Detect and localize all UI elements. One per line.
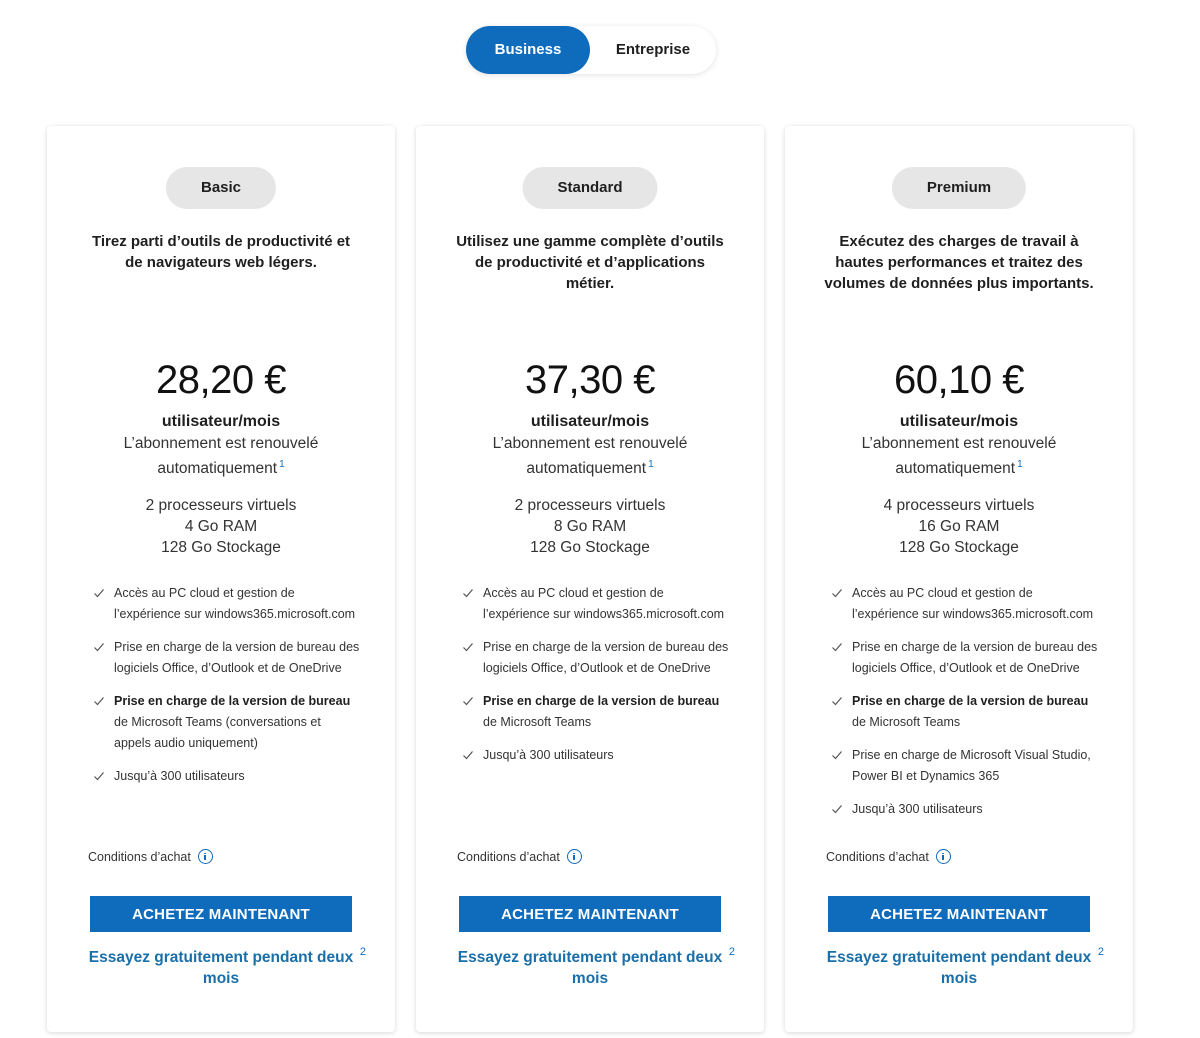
tab-business[interactable]: Business xyxy=(466,26,590,74)
plan-name-badge: Premium xyxy=(892,167,1026,209)
feature-item xyxy=(460,745,730,766)
plan-card-basic xyxy=(47,126,395,1032)
spec-ram: 16 Go RAM xyxy=(918,518,1000,535)
plan-price: 28,20 € xyxy=(156,358,286,402)
check-icon xyxy=(462,695,474,707)
feature-body-text: de Microsoft Teams xyxy=(852,715,961,729)
info-icon[interactable] xyxy=(198,849,213,864)
check-icon xyxy=(462,749,474,761)
feature-text xyxy=(114,640,359,675)
trial-footnote-ref: 2 xyxy=(728,946,735,958)
feature-body-text: Prise en charge de la version de bureau des logiciels Office, d’Outlook et de OneDrive xyxy=(114,640,360,675)
feature-item xyxy=(91,766,361,787)
plan-specs xyxy=(416,495,764,558)
trial-footnote-ref: 2 xyxy=(359,946,366,958)
renewal-text: L’abonnement est renouvelé automatiquement xyxy=(861,435,1057,478)
feature-body-text: Accès au PC cloud et gestion de l’expérience sur windows365.microsoft.com xyxy=(483,586,725,621)
feature-text xyxy=(483,640,728,675)
feature-text xyxy=(852,802,983,816)
plan-type-toggle xyxy=(466,26,716,74)
check-icon xyxy=(831,641,843,653)
spec-cpu: 2 processeurs virtuels xyxy=(145,497,297,514)
check-icon xyxy=(462,641,474,653)
renewal-footnote-ref: 1 xyxy=(1017,459,1023,470)
purchase-conditions xyxy=(457,849,582,864)
feature-text xyxy=(483,586,724,621)
feature-bold-text: Prise en charge de la version de bureau xyxy=(483,694,720,708)
feature-text xyxy=(852,586,1093,621)
feature-text xyxy=(483,694,719,729)
feature-text xyxy=(114,769,245,783)
feature-text xyxy=(114,694,350,750)
purchase-conditions xyxy=(826,849,951,864)
feature-item xyxy=(91,691,361,754)
free-trial-link[interactable]: Essayez gratuitement pendant deux mois xyxy=(88,949,354,987)
feature-body-text: Accès au PC cloud et gestion de l’expérience sur windows365.microsoft.com xyxy=(114,586,356,621)
check-icon xyxy=(831,695,843,707)
check-icon xyxy=(831,749,843,761)
renewal-note xyxy=(456,433,724,479)
feature-item xyxy=(460,583,730,625)
check-icon xyxy=(831,803,843,815)
check-icon xyxy=(462,587,474,599)
feature-text xyxy=(852,640,1097,675)
check-icon xyxy=(93,770,105,782)
renewal-footnote-ref: 1 xyxy=(279,459,285,470)
purchase-conditions xyxy=(88,849,213,864)
tab-entreprise[interactable]: Entreprise xyxy=(615,41,691,58)
feature-item xyxy=(829,745,1099,787)
free-trial-link[interactable]: Essayez gratuitement pendant deux mois xyxy=(457,949,723,987)
plan-name-badge: Standard xyxy=(522,167,657,209)
renewal-footnote-ref: 1 xyxy=(648,459,654,470)
feature-text xyxy=(483,748,614,762)
plan-price: 60,10 € xyxy=(894,358,1024,402)
feature-item xyxy=(829,637,1099,679)
plan-card-premium xyxy=(785,126,1133,1032)
buy-now-button[interactable]: ACHETEZ MAINTENANT xyxy=(459,896,721,932)
check-icon xyxy=(93,641,105,653)
feature-body-text: de Microsoft Teams (conversations et appels audio uniquement) xyxy=(114,715,321,750)
feature-body-text: Jusqu’à 300 utilisateurs xyxy=(852,802,983,816)
feature-body-text: Prise en charge de la version de bureau des logiciels Office, d’Outlook et de OneDrive xyxy=(852,640,1098,675)
trial-footnote-ref: 2 xyxy=(1097,946,1104,958)
plan-specs xyxy=(785,495,1133,558)
plan-description: Exécutez des charges de travail à hautes performances et traitez des volumes de données plus importants. xyxy=(824,233,1094,292)
plan-card-standard xyxy=(416,126,764,1032)
feature-item xyxy=(91,637,361,679)
check-icon xyxy=(831,587,843,599)
info-icon[interactable] xyxy=(567,849,582,864)
spec-ram: 8 Go RAM xyxy=(553,518,627,535)
plan-price: 37,30 € xyxy=(525,358,655,402)
info-icon[interactable] xyxy=(936,849,951,864)
feature-body-text: Accès au PC cloud et gestion de l’expérience sur windows365.microsoft.com xyxy=(852,586,1094,621)
spec-cpu: 2 processeurs virtuels xyxy=(514,497,666,514)
renewal-note xyxy=(87,433,355,479)
price-unit: utilisateur/mois xyxy=(899,413,1019,430)
feature-list xyxy=(829,583,1099,832)
feature-list xyxy=(91,583,361,799)
price-unit: utilisateur/mois xyxy=(161,413,281,430)
plan-specs xyxy=(47,495,395,558)
purchase-conditions-label: Conditions d’achat xyxy=(826,849,929,864)
plan-description: Tirez parti d’outils de productivité et de navigateurs web légers. xyxy=(91,233,351,271)
feature-bold-text: Prise en charge de la version de bureau xyxy=(114,694,351,708)
feature-body-text: Prise en charge de Microsoft Visual Studio, Power BI et Dynamics 365 xyxy=(852,748,1091,783)
plan-name-badge: Basic xyxy=(166,167,276,209)
feature-text xyxy=(852,748,1091,783)
renewal-text: L’abonnement est renouvelé automatiquement xyxy=(123,435,319,478)
spec-storage: 128 Go Stockage xyxy=(530,539,650,556)
feature-body-text: Jusqu’à 300 utilisateurs xyxy=(483,748,614,762)
feature-body-text: Prise en charge de la version de bureau des logiciels Office, d’Outlook et de OneDrive xyxy=(483,640,729,675)
renewal-text: L’abonnement est renouvelé automatiquement xyxy=(492,435,688,478)
feature-body-text: de Microsoft Teams xyxy=(483,715,592,729)
feature-bold-text: Prise en charge de la version de bureau xyxy=(852,694,1089,708)
feature-item xyxy=(460,637,730,679)
buy-now-button[interactable]: ACHETEZ MAINTENANT xyxy=(828,896,1090,932)
feature-text xyxy=(114,586,355,621)
feature-item xyxy=(91,583,361,625)
purchase-conditions-label: Conditions d’achat xyxy=(457,849,560,864)
feature-list xyxy=(460,583,730,778)
spec-storage: 128 Go Stockage xyxy=(899,539,1019,556)
feature-item xyxy=(829,583,1099,625)
feature-item xyxy=(829,691,1099,733)
check-icon xyxy=(93,587,105,599)
check-icon xyxy=(93,695,105,707)
feature-body-text: Jusqu’à 300 utilisateurs xyxy=(114,769,245,783)
buy-now-button[interactable]: ACHETEZ MAINTENANT xyxy=(90,896,352,932)
free-trial-link[interactable]: Essayez gratuitement pendant deux mois xyxy=(826,949,1092,987)
spec-cpu: 4 processeurs virtuels xyxy=(883,497,1035,514)
feature-text xyxy=(852,694,1088,729)
plan-description: Utilisez une gamme complète d’outils de productivité et d’applications métier. xyxy=(456,233,724,292)
spec-ram: 4 Go RAM xyxy=(184,518,258,535)
renewal-note xyxy=(825,433,1093,479)
spec-storage: 128 Go Stockage xyxy=(161,539,281,556)
feature-item xyxy=(460,691,730,733)
price-unit: utilisateur/mois xyxy=(530,413,650,430)
feature-item xyxy=(829,799,1099,820)
purchase-conditions-label: Conditions d’achat xyxy=(88,849,191,864)
